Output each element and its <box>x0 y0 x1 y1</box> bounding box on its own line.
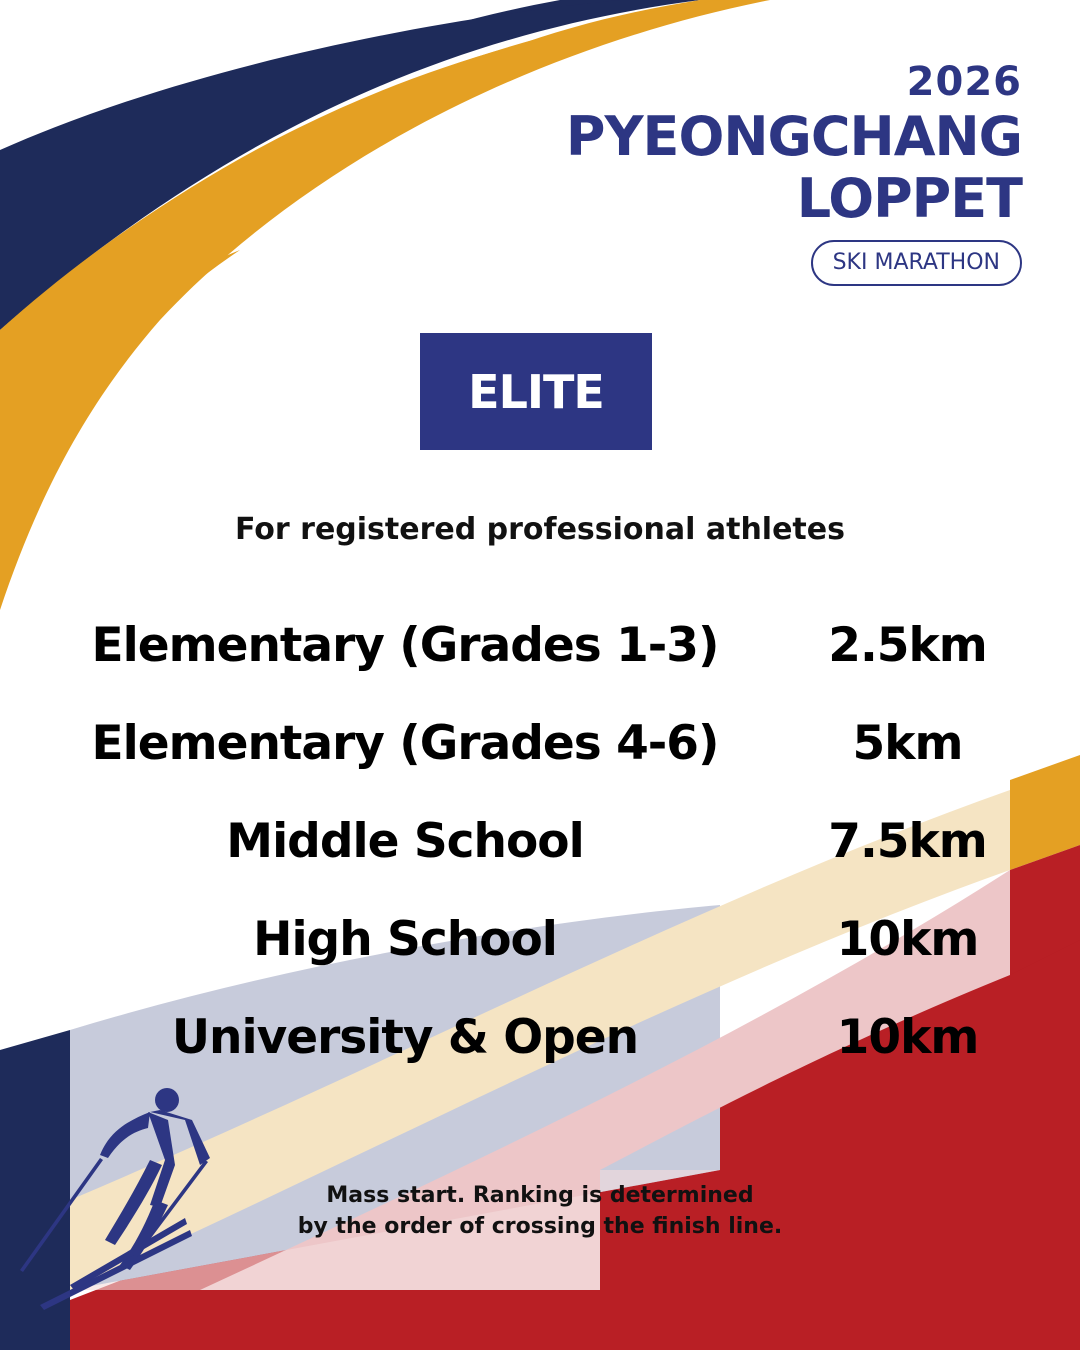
race-distance: 7.5km <box>828 814 987 869</box>
race-category: University & Open <box>171 1010 639 1065</box>
race-distance: 10km <box>836 912 979 967</box>
event-year: 2026 <box>906 59 1022 105</box>
division-badge: ELITE <box>420 333 652 450</box>
note-line-2: by the order of crossing the finish line. <box>297 1214 783 1239</box>
division-description: For registered professional athletes <box>235 512 845 547</box>
race-distance: 5km <box>852 716 963 771</box>
race-category: Elementary (Grades 1-3) <box>91 618 719 673</box>
event-type-pill: SKI MARATHON <box>811 240 1022 286</box>
race-distance: 10km <box>836 1010 979 1065</box>
event-title-line2: LOPPET <box>796 167 1022 230</box>
race-category: Elementary (Grades 4-6) <box>91 716 719 771</box>
event-title-line1: PYEONGCHANG <box>565 105 1022 168</box>
note-line-1: Mass start. Ranking is determined <box>326 1183 754 1208</box>
race-category: Middle School <box>226 814 584 869</box>
race-row <box>0 998 1080 1078</box>
event-header <box>566 58 1022 286</box>
race-row <box>0 704 1080 784</box>
race-rules-note <box>240 1180 840 1242</box>
race-category: High School <box>253 912 557 967</box>
race-row <box>0 900 1080 980</box>
race-distance: 2.5km <box>828 618 987 673</box>
race-row <box>0 606 1080 686</box>
race-row <box>0 802 1080 882</box>
